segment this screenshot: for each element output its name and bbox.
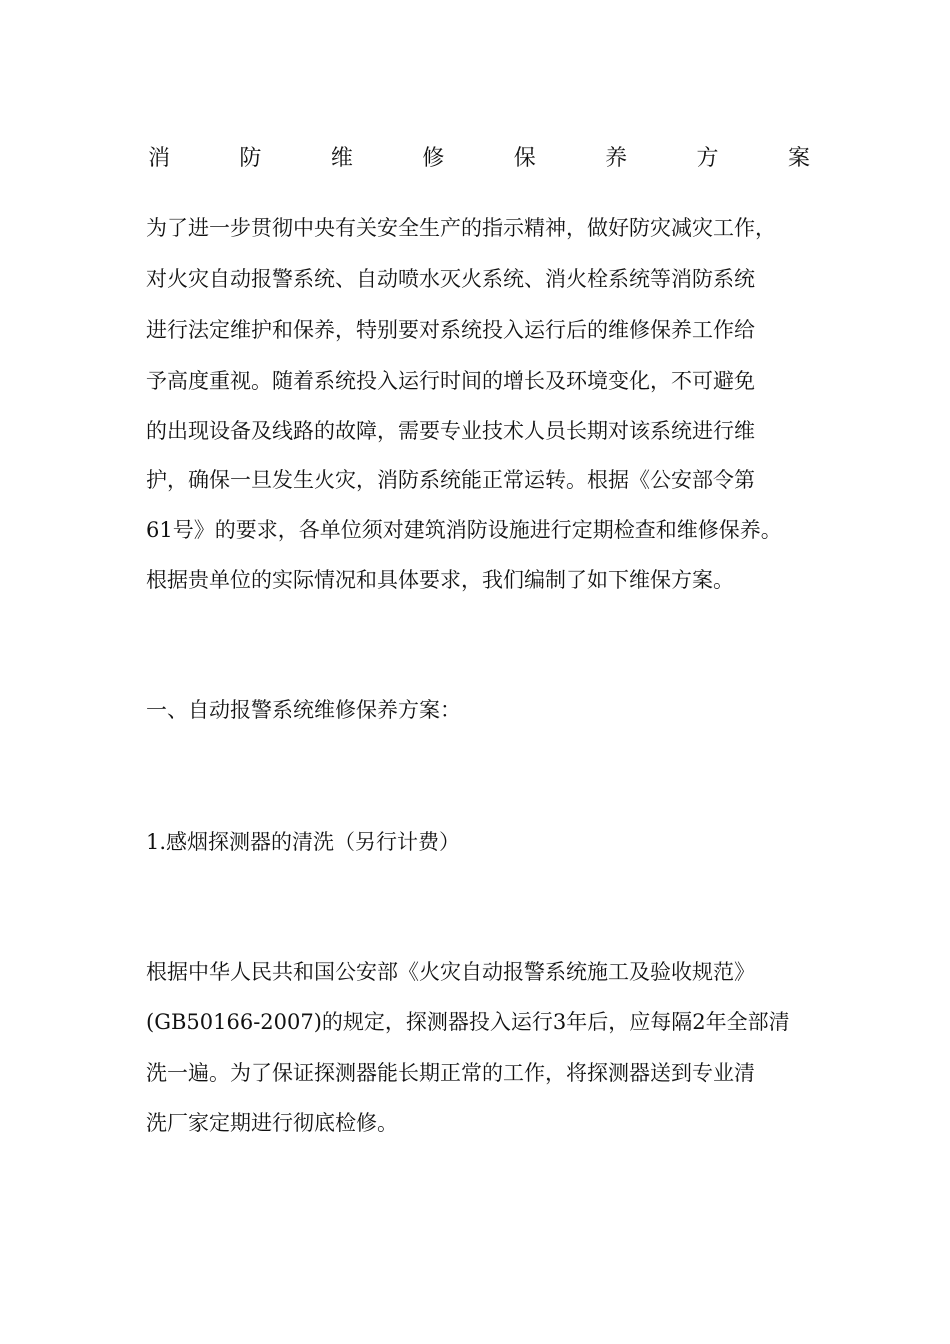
intro-line: 为了进一步贯彻中央有关安全生产的指示精神，做好防灾减灾工作， (146, 216, 776, 240)
title-char: 防 (239, 146, 262, 171)
intro-line: 进行法定维护和保养，特别要对系统投入运行后的维修保养工作给 (146, 318, 755, 342)
title-char: 案 (787, 146, 810, 171)
title-char: 修 (422, 146, 445, 171)
title-char: 维 (330, 146, 353, 171)
intro-line: 根据贵单位的实际情况和具体要求，我们编制了如下维保方案。 (146, 568, 734, 592)
title-char: 消 (148, 146, 171, 171)
item-body-line: 洗厂家定期进行彻底检修。 (146, 1111, 398, 1135)
document-title (148, 142, 810, 176)
item-body-line: 洗一遍。为了保证探测器能长期正常的工作，将探测器送到专业清 (146, 1061, 755, 1085)
intro-line: 予高度重视。随着系统投入运行时间的增长及环境变化，不可避免 (146, 369, 755, 393)
title-char: 方 (696, 146, 719, 171)
intro-line: 的出现设备及线路的故障，需要专业技术人员长期对该系统进行维 (146, 419, 755, 443)
section-heading: 一、自动报警系统维修保养方案： (146, 698, 461, 722)
intro-line: 护，确保一旦发生火灾，消防系统能正常运转。根据《公安部令第 (146, 468, 755, 492)
item-body-line: (GB50166-2007)的规定，探测器投入运行3年后，应每隔2年全部清 (146, 1010, 790, 1034)
title-char: 养 (605, 146, 628, 171)
item-heading: 1.感烟探测器的清洗（另行计费） (146, 830, 461, 854)
intro-line: 61号》的要求，各单位须对建筑消防设施进行定期检查和维修保养。 (146, 518, 782, 542)
intro-line: 对火灾自动报警系统、自动喷水灭火系统、消火栓系统等消防系统 (146, 267, 755, 291)
item-body-line: 根据中华人民共和国公安部《火灾自动报警系统施工及验收规范》 (146, 960, 755, 984)
title-char: 保 (513, 146, 536, 171)
